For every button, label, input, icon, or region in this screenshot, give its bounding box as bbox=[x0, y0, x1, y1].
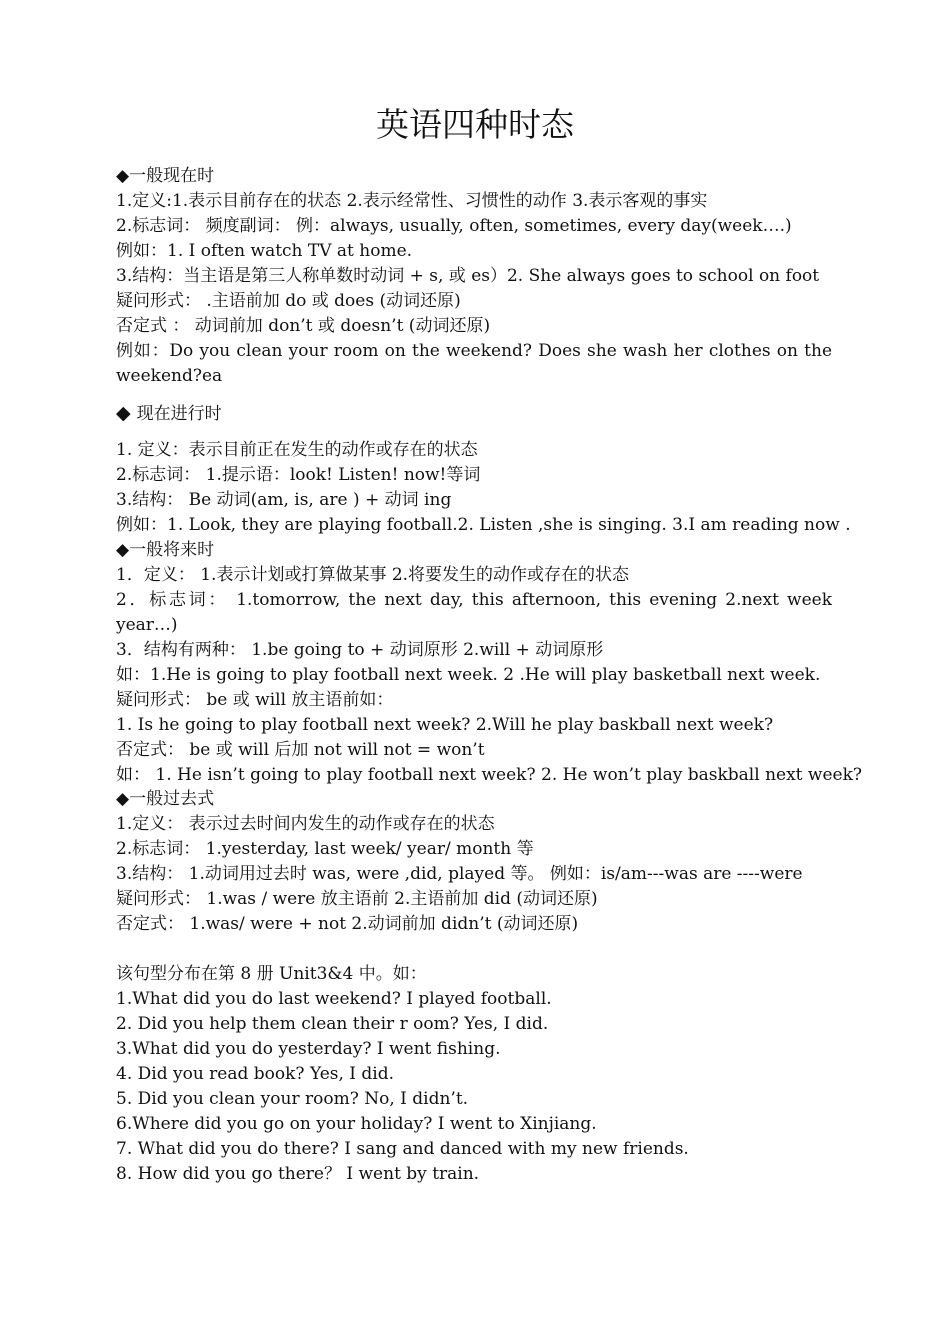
text-line: 否定式： 1.was/ were + not 2.动词前加 didn’t (动词还原) bbox=[116, 914, 579, 934]
text-line: 如：1.He is going to play football next week. 2 .He will play basketball next week. bbox=[116, 665, 821, 685]
text-line: year…) bbox=[116, 615, 178, 635]
text-line: 1.定义： 表示过去时间内发生的动作或存在的状态 bbox=[116, 814, 495, 834]
text-line: weekend?ea bbox=[116, 366, 223, 386]
text-line: 例如：Do you clean your room on the weekend? Does she wash her clothes on the bbox=[116, 341, 832, 361]
text-line: 疑问形式： .主语前加 do 或 does (动词还原) bbox=[116, 291, 461, 311]
example-line: 4. Did you read book? Yes, I did. bbox=[116, 1064, 395, 1084]
text-line: 该句型分布在第 8 册 Unit3&4 中。如： bbox=[116, 964, 427, 984]
heading-simple-past: ◆一般过去式 bbox=[116, 789, 215, 809]
text-line: 否定式 ： 动词前加 don’t 或 doesn’t (动词还原) bbox=[116, 316, 491, 336]
text-line: 3．结构有两种： 1.be going to + 动词原形 2.will + 动词原形 bbox=[116, 640, 604, 660]
text-line: 1.定义:1.表示目前存在的状态 2.表示经常性、习惯性的动作 3.表示客观的事实 bbox=[116, 191, 708, 211]
example-line: 5. Did you clean your room? No, I didn’t. bbox=[116, 1089, 469, 1109]
example-line: 6.Where did you go on your holiday? I went to Xinjiang. bbox=[116, 1114, 597, 1134]
text-line: 疑问形式： be 或 will 放主语前如： bbox=[116, 690, 394, 710]
text-line: 例如：1. Look, they are playing football.2. Listen ,she is singing. 3.I am reading now . bbox=[116, 515, 851, 535]
diamond-bullet-icon: ◆ bbox=[116, 402, 131, 424]
heading-simple-future: ◆一般将来时 bbox=[116, 540, 215, 560]
text-line: 疑问形式： 1.was / were 放主语前 2.主语前加 did (动词还原) bbox=[116, 889, 598, 909]
text-line: 1. 定义：表示目前正在发生的动作或存在的状态 bbox=[116, 440, 478, 460]
example-line: 7. What did you do there? I sang and danced with my new friends. bbox=[116, 1139, 689, 1159]
document-title: 英语四种时态 bbox=[376, 105, 574, 144]
text-line: 1. Is he going to play football next week? 2.Will he play baskball next week? bbox=[116, 715, 774, 735]
text-line: 3.结构：当主语是第三人称单数时动词 + s, 或 es）2. She always goes to school on foot bbox=[116, 266, 820, 286]
example-line: 3.What did you do yesterday? I went fishing. bbox=[116, 1039, 501, 1059]
text-line: 3.结构： 1.动词用过去时 was, were ,did, played 等。 例如：is/am---was are ----were bbox=[116, 864, 803, 884]
example-line: 2. Did you help them clean their r oom? Yes, I did. bbox=[116, 1014, 549, 1034]
text-line: 否定式： be 或 will 后加 not will not = won’t bbox=[116, 740, 485, 760]
text-line: 2.标志词： 1.提示语：look! Listen! now!等词 bbox=[116, 465, 481, 485]
text-line: 例如：1. I often watch TV at home. bbox=[116, 241, 413, 261]
example-line: 8. How did you go there？ I went by train. bbox=[116, 1164, 480, 1184]
text-line: 2.标志词： 频度副词： 例：always, usually, often, sometimes, every day(week….) bbox=[116, 216, 792, 236]
heading-present-continuous: ◆ 现在进行时 bbox=[116, 402, 222, 424]
example-line: 1.What did you do last weekend? I played football. bbox=[116, 989, 552, 1009]
text-line: 1．定义： 1.表示计划或打算做某事 2.将要发生的动作或存在的状态 bbox=[116, 565, 630, 585]
text-line: 2.标志词： 1.yesterday, last week/ year/ month 等 bbox=[116, 839, 534, 859]
text-line: 2．标志词： 1.tomorrow, the next day, this afternoon, this evening 2.next week bbox=[116, 590, 832, 610]
text-line: 如： 1. He isn’t going to play football next week? 2. He won’t play baskball next week? bbox=[116, 765, 863, 785]
text-line: 3.结构： Be 动词(am, is, are ) + 动词 ing bbox=[116, 490, 452, 510]
heading-simple-present: ◆一般现在时 bbox=[116, 166, 215, 186]
